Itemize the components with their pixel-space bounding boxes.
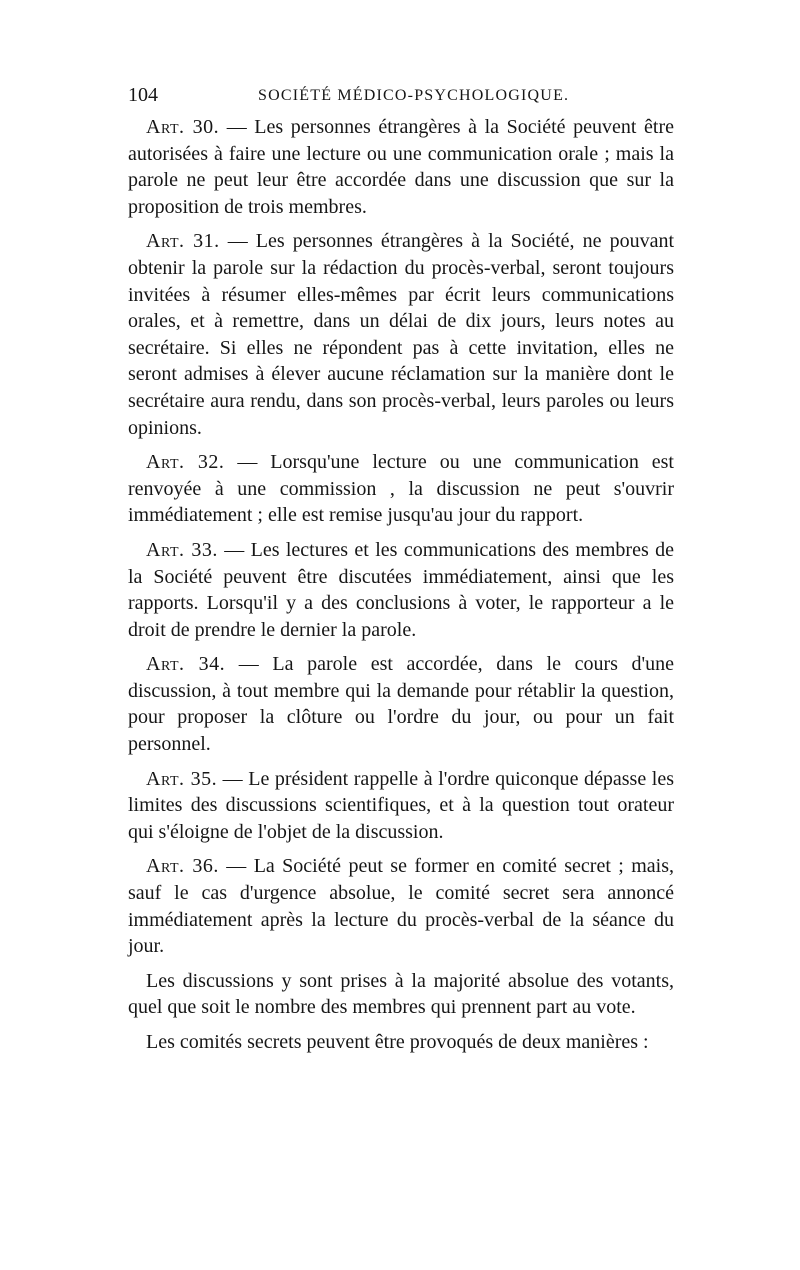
article-label: Art. 35. xyxy=(146,767,218,790)
article-label: Art. 36. xyxy=(146,855,219,878)
article-34 xyxy=(128,651,674,757)
article-35 xyxy=(128,766,674,846)
article-32 xyxy=(128,449,674,529)
paragraph-secret-committees: Les comités secrets peuvent être provoqués de deux manières : xyxy=(146,1031,649,1053)
paragraph-majority-vote: Les discussions y sont prises à la majorité absolue des votants, quel que soit le nombre des membres qui prennent part au vote. xyxy=(128,969,674,1019)
article-text: — La parole est accordée, dans le cours d'une discussion, à tout membre qui la demande pour rétablir la question, pour proposer la clôture ou l'ordre du jour, ou pour un fait personnel. xyxy=(128,653,674,756)
article-text: — Le président rappelle à l'ordre quiconque dépasse les limites des discussions scientifiques, et à la question tout orateur qui s'éloigne de l'objet de la discussion. xyxy=(128,767,674,843)
article-text: — Les personnes étrangères à la Société, ne pouvant obtenir la parole sur la rédaction du procès-verbal, seront toujours invitées à résumer elles-mêmes par écrit leurs communications orales, et à remettre, dans un délai de dix jours, leurs notes au secrétaire. Si elles ne répondent pas à cette invitation, elles ne seront admises à élever aucune réclamation sur la manière dont le secrétaire aura rendu, dans son procès-verbal, leurs paroles ou leurs opinions. xyxy=(128,230,675,439)
running-title: SOCIÉTÉ MÉDICO-PSYCHOLOGIQUE. xyxy=(258,87,570,104)
article-text: — Lorsqu'une lecture ou une communication est renvoyée à une commission , la discussion ne peut s'ouvrir immédiatement ; elle est remise jusqu'au jour du rapport. xyxy=(128,451,674,527)
article-text: — La Société peut se former en comité secret ; mais, sauf le cas d'urgence absolue, le comité secret sera annoncé immédiatement après la lecture du procès-verbal de la séance du jour. xyxy=(128,855,674,958)
article-label: Art. 30. xyxy=(146,116,220,138)
article-label: Art. 32. xyxy=(146,451,225,474)
article-33 xyxy=(128,537,674,643)
article-label: Art. 34. xyxy=(146,653,226,676)
article-text: — Les personnes étrangères à la Société peuvent être autorisées à faire une lecture ou une communication orale ; mais la parole ne peut leur être accordée dans une discussion que sur la proposition de trois membres. xyxy=(128,116,674,218)
article-31 xyxy=(128,228,674,441)
article-36 xyxy=(128,853,674,959)
page-number: 104 xyxy=(128,84,158,106)
article-label: Art. 33. xyxy=(146,538,218,561)
book-page xyxy=(128,84,674,1064)
running-head xyxy=(128,84,674,114)
article-label: Art. 31. xyxy=(146,230,220,253)
article-30 xyxy=(128,114,674,220)
article-text: — Les lectures et les communications des membres de la Société peuvent être discutées immédiatement, ainsi que les rapports. Lorsqu'il y a des conclusions à voter, le rapporteur a le droit de prendre le dernier la parole. xyxy=(128,538,674,641)
